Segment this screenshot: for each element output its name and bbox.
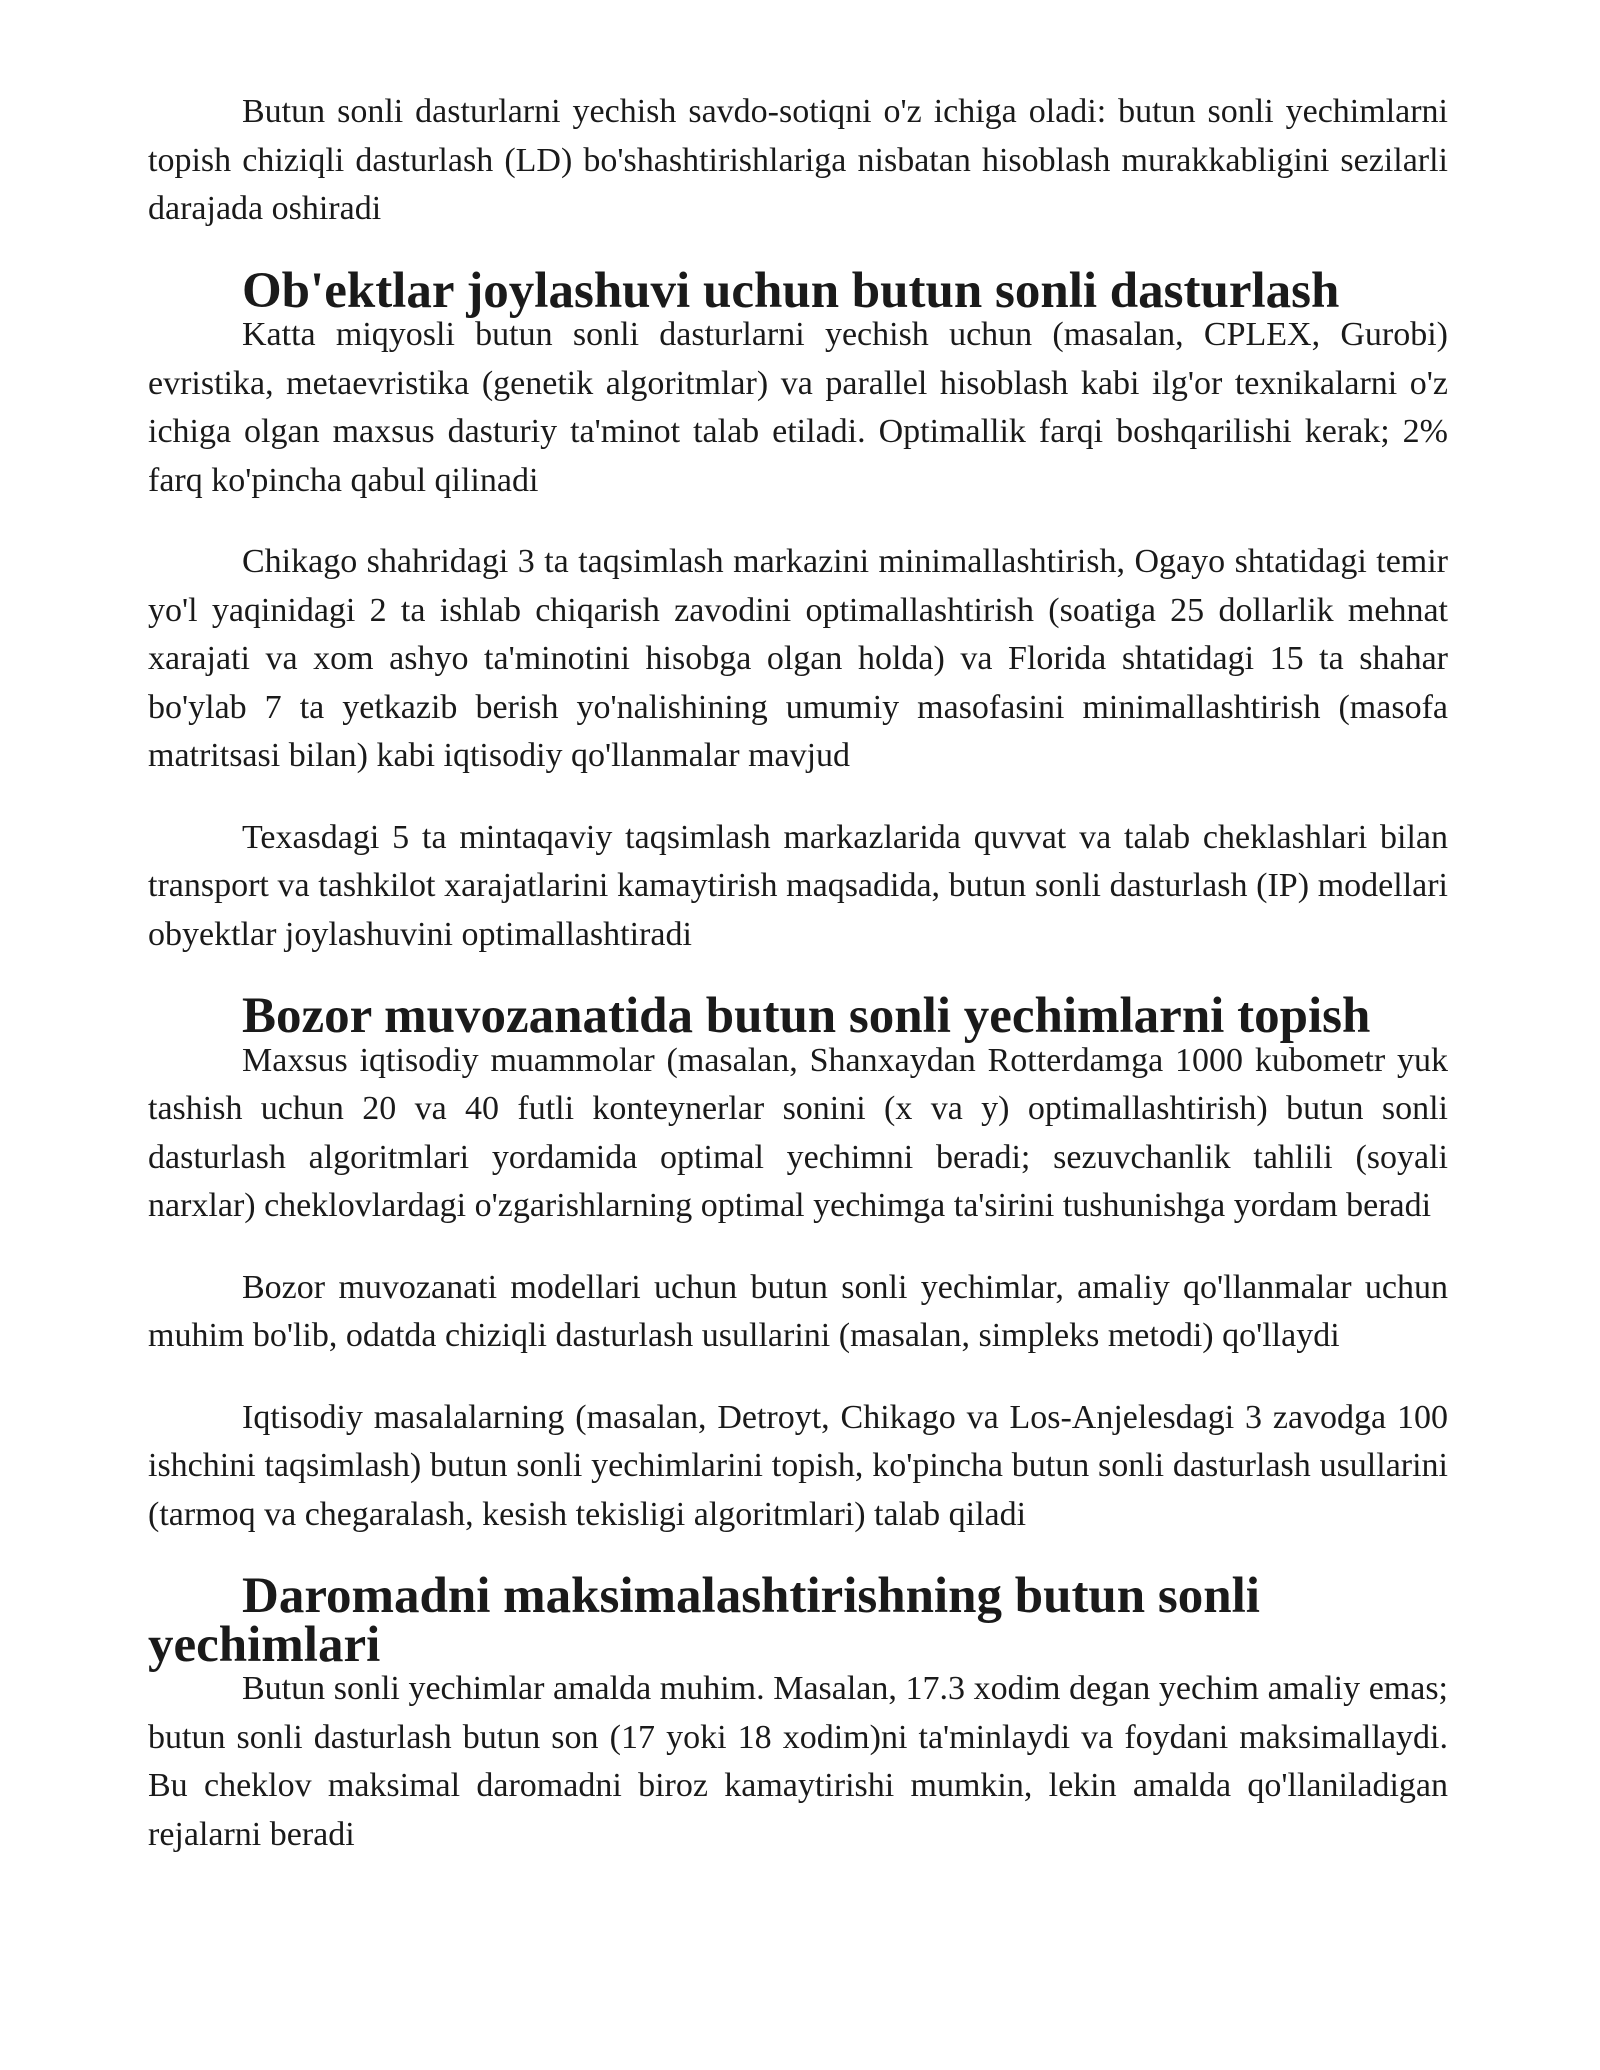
paragraph: Iqtisodiy masalalarning (masalan, Detroyt, Chikago va Los-Anjelesdagi 3 zavodga 100 ishchini taqsimlash) butun sonli yechimlarini topish, ko'pincha butun sonli dasturlash usullarini (tarmoq va chegaralash, kesish tekisligi algoritmlari) talab qiladi [148,1398,1448,1533]
paragraph: Katta miqyosli butun sonli dasturlarni yechish uchun (masalan, CPLEX, Gurobi) evristika, metaevristika (genetik algoritmlar) va parallel hisoblash kabi ilg'or texnikalarni o'z ichiga olgan maxsus dasturiy ta'minot talab etiladi. Optimallik farqi boshqarilishi kerak; 2% farq ko'pincha qabul qilinadi [148,316,1448,499]
paragraph: Texasdagi 5 ta mintaqaviy taqsimlash markazlarida quvvat va talab cheklashlari bilan transport va tashkilot xarajatlarini kamaytirish maqsadida, butun sonli dasturlash (IP) modellari obyektlar joylashuvini optimallashtiradi [148,818,1448,953]
section-heading-revenue-maximization: Daromadni maksimalashtirishning butun sonli yechimlari [148,1568,1260,1673]
section-heading-market-equilibrium: Bozor muvozanatida butun sonli yechimlarni topish [242,988,1371,1044]
paragraph: Maxsus iqtisodiy muammolar (masalan, Shanxaydan Rotterdamga 1000 kubometr yuk tashish uchun 20 va 40 futli konteynerlar sonini (x va y) optimallashtirish) butun sonli dasturlash algoritmlari yordamida optimal yechimni beradi; sezuvchanlik tahlili (soyali narxlar) cheklovlardagi o'zgarishlarning optimal yechimga ta'sirini tushunishga yordam beradi [148,1041,1448,1224]
intro-paragraph: Butun sonli dasturlarni yechish savdo-sotiqni o'z ichiga oladi: butun sonli yechimlarni topish chiziqli dasturlash (LD) bo'shashtirishlariga nisbatan hisoblash murakkabligini sezilarli darajada oshiradi [148,93,1448,227]
paragraph: Butun sonli yechimlar amalda muhim. Masalan, 17.3 xodim degan yechim amaliy emas; butun sonli dasturlash butun son (17 yoki 18 xodim)ni ta'minlaydi va foydani maksimallaydi. Bu cheklov maksimal daromadni biroz kamaytirishi mumkin, lekin amalda qo'llaniladigan rejalarni beradi [148,1670,1448,1853]
paragraph: Bozor muvozanati modellari uchun butun sonli yechimlar, amaliy qo'llanmalar uchun muhim bo'lib, odatda chiziqli dasturlash usullarini (masalan, simpleks metodi) qo'llaydi [148,1268,1448,1354]
section-heading-facility-location: Ob'ektlar joylashuvi uchun butun sonli dasturlash [242,262,1340,319]
paragraph: Chikago shahridagi 3 ta taqsimlash markazini minimallashtirish, Ogayo shtatidagi temir yo'l yaqinidagi 2 ta ishlab chiqarish zavodini optimallashtirish (soatiga 25 dollarlik mehnat xarajati va xom ashyo ta'minotini hisobga olgan holda) va Florida shtatidagi 15 ta shahar bo'ylab 7 ta yetkazib berish yo'nalishining umumiy masofasini minimallashtirish (masofa matritsasi bilan) kabi iqtisodiy qo'llanmalar mavjud [148,543,1448,774]
